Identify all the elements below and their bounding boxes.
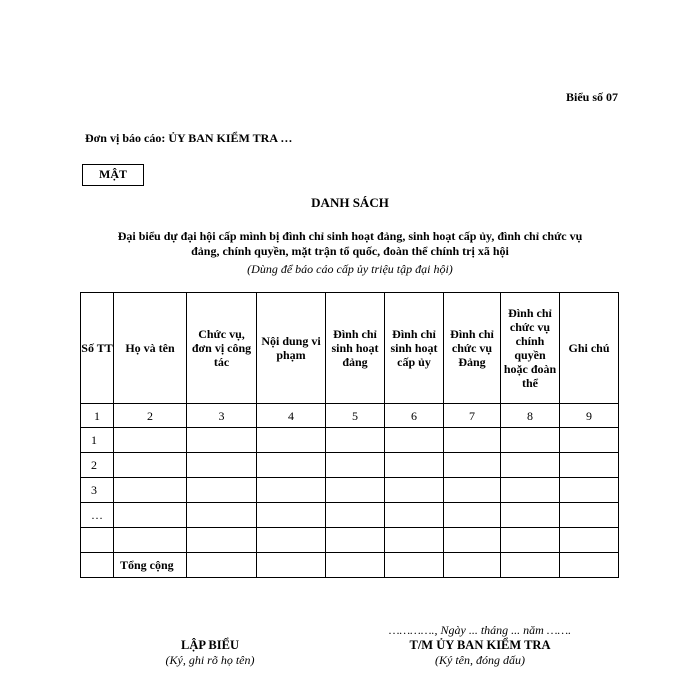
table-cell bbox=[326, 528, 385, 553]
column-number: 4 bbox=[257, 404, 326, 428]
table-cell bbox=[444, 453, 501, 478]
column-number: 7 bbox=[444, 404, 501, 428]
signature-title: T/M ỦY BAN KIỂM TRA bbox=[409, 638, 551, 652]
table-cell bbox=[444, 428, 501, 453]
table-cell bbox=[257, 503, 326, 528]
table-cell bbox=[257, 528, 326, 553]
table-cell bbox=[501, 528, 560, 553]
table-row bbox=[81, 453, 619, 478]
date-line: …………., Ngày ... tháng ... năm ……. bbox=[388, 623, 572, 637]
table-cell bbox=[187, 528, 257, 553]
table-cell bbox=[114, 478, 187, 503]
table-cell bbox=[560, 478, 619, 503]
table-cell bbox=[560, 428, 619, 453]
row-number bbox=[81, 528, 114, 553]
table-cell bbox=[187, 453, 257, 478]
table-cell bbox=[187, 478, 257, 503]
total-row bbox=[81, 553, 619, 578]
table-cell bbox=[501, 553, 560, 578]
column-number: 5 bbox=[326, 404, 385, 428]
form-code: Biểu số 07 bbox=[565, 90, 618, 104]
table-cell bbox=[257, 478, 326, 503]
table-cell bbox=[326, 428, 385, 453]
table-header-row bbox=[81, 293, 619, 404]
table-cell bbox=[444, 478, 501, 503]
table-cell bbox=[501, 503, 560, 528]
table-cell bbox=[444, 503, 501, 528]
table-cell bbox=[326, 453, 385, 478]
table-row bbox=[81, 503, 619, 528]
table-cell bbox=[385, 503, 444, 528]
table-cell bbox=[501, 428, 560, 453]
column-header: Đình chỉ sinh hoạt đảng bbox=[326, 293, 385, 404]
table-cell bbox=[385, 428, 444, 453]
column-header: Họ và tên bbox=[114, 293, 187, 404]
column-number-row bbox=[81, 404, 619, 428]
column-number: 3 bbox=[187, 404, 257, 428]
table-cell bbox=[114, 503, 187, 528]
table-cell bbox=[385, 453, 444, 478]
reporting-unit: Đơn vị báo cáo: ỦY BAN KIỂM TRA … bbox=[85, 131, 293, 145]
table-cell bbox=[187, 428, 257, 453]
subtitle-line-1: Đại biểu dự đại hội cấp mình bị đình chỉ sinh hoạt đảng, sinh hoạt cấp ủy, đình chỉ chức vụ bbox=[117, 229, 583, 243]
table-cell bbox=[114, 453, 187, 478]
column-header: Chức vụ, đơn vị công tác bbox=[187, 293, 257, 404]
table-cell bbox=[257, 428, 326, 453]
column-header: Ghi chú bbox=[560, 293, 619, 404]
row-number: 1 bbox=[81, 428, 114, 453]
table-row bbox=[81, 528, 619, 553]
column-header: Đình chỉ chức vụ Đảng bbox=[444, 293, 501, 404]
subtitle-line-2: đảng, chính quyền, mặt trận tổ quốc, đoàn thể chính trị xã hội bbox=[191, 244, 509, 258]
usage-note: (Dùng để báo cáo cấp ủy triệu tập đại hội) bbox=[247, 262, 453, 276]
table-cell bbox=[560, 553, 619, 578]
column-header: Nội dung vi phạm bbox=[257, 293, 326, 404]
table-cell bbox=[326, 478, 385, 503]
table-cell bbox=[385, 478, 444, 503]
signature-block-committee bbox=[360, 623, 600, 668]
report-table bbox=[80, 292, 619, 578]
document-subtitle bbox=[80, 229, 620, 259]
row-number: 3 bbox=[81, 478, 114, 503]
signature-block-preparer bbox=[130, 638, 290, 668]
table-row bbox=[81, 428, 619, 453]
column-number: 9 bbox=[560, 404, 619, 428]
table-row bbox=[81, 478, 619, 503]
signature-note: (Ký tên, đóng dấu) bbox=[435, 653, 525, 667]
table-cell bbox=[501, 478, 560, 503]
row-number: 2 bbox=[81, 453, 114, 478]
table-cell bbox=[114, 528, 187, 553]
table-cell bbox=[81, 553, 114, 578]
column-number: 6 bbox=[385, 404, 444, 428]
column-number: 8 bbox=[501, 404, 560, 428]
table-cell bbox=[560, 528, 619, 553]
column-number: 2 bbox=[114, 404, 187, 428]
table-cell bbox=[560, 503, 619, 528]
table-cell bbox=[326, 503, 385, 528]
column-header: Số TT bbox=[81, 293, 114, 404]
signature-title: LẬP BIỂU bbox=[180, 638, 239, 652]
table-cell bbox=[326, 553, 385, 578]
table-cell bbox=[187, 553, 257, 578]
table-cell bbox=[444, 553, 501, 578]
table-cell bbox=[560, 453, 619, 478]
column-header: Đình chỉ chức vụ chính quyền hoặc đoàn thể bbox=[501, 293, 560, 404]
table-cell bbox=[257, 553, 326, 578]
document-title: DANH SÁCH bbox=[311, 195, 389, 210]
table-cell bbox=[501, 453, 560, 478]
signature-note: (Ký, ghi rõ họ tên) bbox=[165, 653, 255, 667]
table-cell bbox=[257, 453, 326, 478]
column-header: Đình chỉ sinh hoạt cấp ủy bbox=[385, 293, 444, 404]
row-number: … bbox=[81, 503, 114, 528]
column-number: 1 bbox=[81, 404, 114, 428]
total-label: Tổng cộng bbox=[114, 553, 187, 578]
classification-stamp: MẬT bbox=[82, 164, 144, 186]
table-cell bbox=[114, 428, 187, 453]
table-cell bbox=[187, 503, 257, 528]
table-cell bbox=[385, 528, 444, 553]
table-cell bbox=[444, 528, 501, 553]
table-cell bbox=[385, 553, 444, 578]
